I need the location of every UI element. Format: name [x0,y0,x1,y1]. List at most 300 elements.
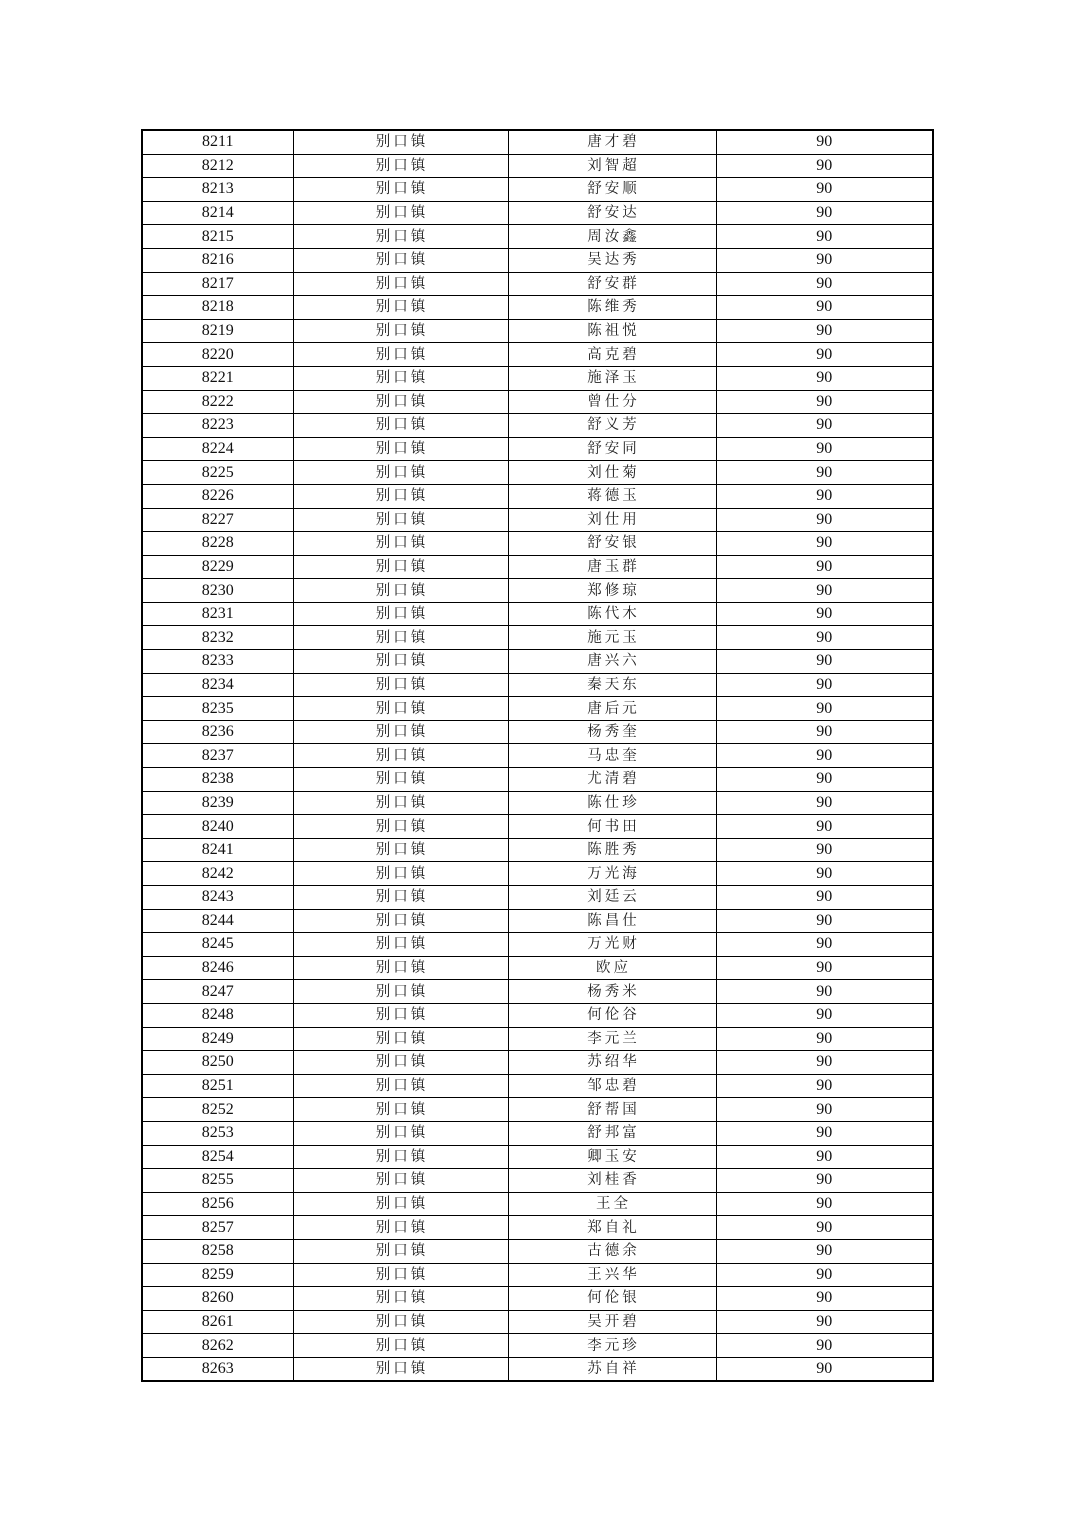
town-cell-text: 别口镇 [375,960,429,977]
value-cell-text: 90 [816,581,833,599]
row-number-cell-text: 8245 [201,935,234,953]
table-row [142,1263,933,1287]
table-row [142,886,933,910]
table-row [142,1051,933,1075]
person-name-cell-text: 陈维秀 [587,299,640,316]
person-name-cell-text: 施元玉 [587,629,640,646]
town-cell-text: 别口镇 [375,606,429,623]
person-name-cell-text: 吴达秀 [587,252,640,269]
value-cell-text: 90 [816,1195,833,1213]
value-cell [716,673,933,697]
row-number-cell [142,1051,293,1075]
value-cell-text: 90 [816,1289,833,1307]
value-cell-text: 90 [816,1265,833,1283]
table-row [142,838,933,862]
town-cell [293,579,508,603]
row-number-cell [142,154,293,178]
row-number-cell [142,1334,293,1358]
value-cell [716,720,933,744]
table-row [142,1357,933,1381]
row-number-cell-text: 8246 [201,959,234,977]
person-name-cell [508,768,716,792]
person-name-cell [508,791,716,815]
person-name-cell-text: 古德余 [587,1243,640,1260]
value-cell-text: 90 [816,1006,833,1024]
row-number-cell-text: 8239 [201,793,234,811]
person-name-cell-text: 李元兰 [587,1030,640,1047]
town-cell [293,437,508,461]
value-cell [716,272,933,296]
value-cell [716,980,933,1004]
person-name-cell [508,437,716,461]
row-number-cell-text: 8259 [201,1265,234,1283]
person-name-cell [508,956,716,980]
person-name-cell-text: 陈祖悦 [587,323,640,340]
person-name-cell [508,201,716,225]
person-name-cell-text: 舒安顺 [587,181,640,198]
value-cell-text: 90 [816,1077,833,1095]
town-cell-text: 别口镇 [375,157,429,174]
table-row [142,366,933,390]
town-cell [293,1074,508,1098]
person-name-cell-text: 万光财 [587,936,640,953]
row-number-cell [142,1027,293,1051]
row-number-cell-text: 8241 [201,841,234,859]
town-cell-text: 别口镇 [375,275,429,292]
row-number-cell [142,862,293,886]
value-cell [716,1263,933,1287]
row-number-cell [142,319,293,343]
person-name-cell-text: 施泽玉 [587,370,640,387]
value-cell [716,1051,933,1075]
row-number-cell-text: 8242 [201,864,234,882]
value-cell-text: 90 [816,982,833,1000]
person-name-cell-text: 唐才碧 [587,134,640,151]
row-number-cell [142,1192,293,1216]
town-cell-text: 别口镇 [375,417,429,434]
town-cell-text: 别口镇 [375,818,429,835]
value-cell-text: 90 [816,510,833,528]
value-cell [716,838,933,862]
value-cell-text: 90 [816,959,833,977]
value-cell [716,744,933,768]
row-number-cell-text: 8253 [201,1124,234,1142]
table-row [142,390,933,414]
town-cell-text: 别口镇 [375,1290,429,1307]
row-number-cell-text: 8216 [201,251,234,269]
person-name-cell [508,650,716,674]
value-cell-text: 90 [816,463,833,481]
row-number-cell [142,366,293,390]
town-cell [293,366,508,390]
value-cell [716,1169,933,1193]
value-cell [716,1074,933,1098]
town-cell [293,1239,508,1263]
town-cell-text: 别口镇 [375,299,429,316]
person-name-cell [508,720,716,744]
value-cell-text: 90 [816,817,833,835]
person-name-cell-text: 郑自礼 [587,1219,640,1236]
town-cell-text: 别口镇 [375,205,429,222]
table-row [142,1310,933,1334]
town-cell-text: 别口镇 [375,676,429,693]
town-cell-text: 别口镇 [375,582,429,599]
row-number-cell [142,602,293,626]
row-number-cell [142,461,293,485]
table-row [142,650,933,674]
town-cell [293,1263,508,1287]
row-number-cell [142,1074,293,1098]
row-number-cell-text: 8215 [201,227,234,245]
town-cell-text: 别口镇 [375,889,429,906]
table-row [142,791,933,815]
person-name-cell-text: 欧应 [596,960,631,977]
value-cell-text: 90 [816,699,833,717]
town-cell [293,933,508,957]
person-name-cell-text: 李元珍 [587,1337,640,1354]
person-name-cell [508,815,716,839]
value-cell [716,461,933,485]
value-cell [716,1121,933,1145]
value-cell-text: 90 [816,1100,833,1118]
town-cell-text: 别口镇 [375,558,429,575]
row-number-cell [142,886,293,910]
value-cell-text: 90 [816,770,833,788]
value-cell [716,437,933,461]
table-row [142,532,933,556]
town-cell [293,343,508,367]
value-cell-text: 90 [816,557,833,575]
person-name-cell-text: 舒安达 [587,205,640,222]
value-cell [716,1216,933,1240]
roster-table-body [142,130,933,1381]
value-cell-text: 90 [816,1029,833,1047]
person-name-cell [508,1145,716,1169]
row-number-cell [142,1263,293,1287]
row-number-cell-text: 8219 [201,322,234,340]
town-cell-text: 别口镇 [375,1243,429,1260]
town-cell-text: 别口镇 [375,535,429,552]
table-row [142,579,933,603]
value-cell [716,602,933,626]
person-name-cell-text: 马忠奎 [587,747,640,764]
town-cell-text: 别口镇 [375,629,429,646]
town-cell [293,768,508,792]
table-row [142,1334,933,1358]
row-number-cell [142,225,293,249]
table-row [142,1216,933,1240]
person-name-cell [508,697,716,721]
value-cell [716,296,933,320]
town-cell-text: 别口镇 [375,842,429,859]
town-cell [293,1334,508,1358]
row-number-cell [142,768,293,792]
roster-table [141,129,934,1382]
person-name-cell-text: 王兴华 [587,1266,640,1283]
row-number-cell [142,980,293,1004]
row-number-cell-text: 8220 [201,345,234,363]
town-cell [293,1310,508,1334]
table-row [142,1145,933,1169]
value-cell-text: 90 [816,322,833,340]
row-number-cell-text: 8225 [201,463,234,481]
town-cell [293,1003,508,1027]
town-cell-text: 别口镇 [375,794,429,811]
person-name-cell-text: 何书田 [587,818,640,835]
person-name-cell [508,1098,716,1122]
value-cell-text: 90 [816,416,833,434]
row-number-cell-text: 8258 [201,1242,234,1260]
value-cell-text: 90 [816,628,833,646]
person-name-cell-text: 秦天东 [587,676,640,693]
person-name-cell [508,555,716,579]
value-cell-text: 90 [816,935,833,953]
value-cell-text: 90 [816,605,833,623]
row-number-cell [142,744,293,768]
town-cell-text: 别口镇 [375,441,429,458]
table-row [142,744,933,768]
person-name-cell [508,1239,716,1263]
value-cell [716,956,933,980]
person-name-cell [508,1027,716,1051]
table-row [142,1098,933,1122]
table-row [142,1192,933,1216]
row-number-cell [142,1003,293,1027]
value-cell [716,414,933,438]
town-cell [293,296,508,320]
person-name-cell-text: 刘智超 [587,157,640,174]
table-row [142,980,933,1004]
row-number-cell-text: 8244 [201,911,234,929]
row-number-cell [142,956,293,980]
table-row [142,484,933,508]
value-cell-text: 90 [816,675,833,693]
table-row [142,437,933,461]
town-cell [293,555,508,579]
value-cell [716,343,933,367]
row-number-cell-text: 8214 [201,204,234,222]
row-number-cell [142,414,293,438]
value-cell [716,1145,933,1169]
value-cell-text: 90 [816,487,833,505]
value-cell [716,484,933,508]
person-name-cell [508,248,716,272]
town-cell [293,1357,508,1381]
town-cell-text: 别口镇 [375,653,429,670]
value-cell [716,626,933,650]
person-name-cell-text: 陈昌仕 [587,912,640,929]
row-number-cell-text: 8223 [201,416,234,434]
row-number-cell [142,720,293,744]
row-number-cell-text: 8224 [201,440,234,458]
row-number-cell [142,484,293,508]
table-row [142,130,933,154]
row-number-cell [142,1169,293,1193]
town-cell-text: 别口镇 [375,1007,429,1024]
value-cell-text: 90 [816,841,833,859]
table-row [142,555,933,579]
value-cell [716,791,933,815]
row-number-cell-text: 8222 [201,392,234,410]
row-number-cell-text: 8249 [201,1029,234,1047]
value-cell [716,1027,933,1051]
town-cell-text: 别口镇 [375,181,429,198]
table-row [142,768,933,792]
row-number-cell-text: 8237 [201,746,234,764]
row-number-cell [142,791,293,815]
town-cell [293,484,508,508]
value-cell-text: 90 [816,1360,833,1378]
table-row [142,909,933,933]
person-name-cell [508,1169,716,1193]
person-name-cell [508,532,716,556]
row-number-cell [142,130,293,154]
town-cell-text: 别口镇 [375,1125,429,1142]
row-number-cell-text: 8230 [201,581,234,599]
value-cell-text: 90 [816,204,833,222]
person-name-cell [508,484,716,508]
person-name-cell [508,862,716,886]
value-cell [716,933,933,957]
table-row [142,272,933,296]
row-number-cell [142,555,293,579]
row-number-cell [142,815,293,839]
value-cell [716,768,933,792]
town-cell [293,508,508,532]
town-cell [293,815,508,839]
row-number-cell-text: 8211 [202,133,234,151]
row-number-cell-text: 8231 [201,605,234,623]
town-cell [293,1192,508,1216]
value-cell-text: 90 [816,1336,833,1354]
person-name-cell-text: 尤清碧 [587,771,640,788]
person-name-cell-text: 郑修琼 [587,582,640,599]
table-row [142,154,933,178]
value-cell [716,815,933,839]
person-name-cell-text: 刘仕用 [587,511,640,528]
person-name-cell [508,1051,716,1075]
row-number-cell-text: 8221 [201,369,234,387]
row-number-cell-text: 8227 [201,510,234,528]
person-name-cell-text: 何伦银 [587,1290,640,1307]
value-cell-text: 90 [816,534,833,552]
row-number-cell-text: 8228 [201,534,234,552]
value-cell [716,886,933,910]
person-name-cell [508,602,716,626]
value-cell-text: 90 [816,274,833,292]
row-number-cell-text: 8251 [201,1077,234,1095]
value-cell-text: 90 [816,1218,833,1236]
value-cell-text: 90 [816,793,833,811]
table-row [142,1169,933,1193]
row-number-cell [142,437,293,461]
table-row [142,201,933,225]
table-row [142,1239,933,1263]
row-number-cell [142,1145,293,1169]
table-row [142,508,933,532]
row-number-cell-text: 8248 [201,1006,234,1024]
table-row [142,1003,933,1027]
value-cell-text: 90 [816,227,833,245]
row-number-cell-text: 8243 [201,888,234,906]
row-number-cell [142,296,293,320]
row-number-cell-text: 8261 [201,1312,234,1330]
value-cell [716,1192,933,1216]
town-cell-text: 别口镇 [375,724,429,741]
row-number-cell-text: 8260 [201,1289,234,1307]
table-row [142,461,933,485]
person-name-cell [508,909,716,933]
row-number-cell-text: 8254 [201,1147,234,1165]
person-name-cell [508,366,716,390]
person-name-cell [508,272,716,296]
town-cell-text: 别口镇 [375,370,429,387]
value-cell-text: 90 [816,369,833,387]
row-number-cell-text: 8213 [201,180,234,198]
row-number-cell [142,1357,293,1381]
person-name-cell [508,579,716,603]
row-number-cell-text: 8238 [201,770,234,788]
row-number-cell-text: 8235 [201,699,234,717]
person-name-cell-text: 唐兴六 [587,653,640,670]
town-cell-text: 别口镇 [375,771,429,788]
person-name-cell-text: 吴开碧 [587,1313,640,1330]
town-cell-text: 别口镇 [375,1030,429,1047]
person-name-cell [508,744,716,768]
person-name-cell-text: 刘仕菊 [587,464,640,481]
row-number-cell [142,933,293,957]
town-cell-text: 别口镇 [375,912,429,929]
value-cell [716,178,933,202]
town-cell-text: 别口镇 [375,936,429,953]
person-name-cell-text: 周汝鑫 [587,228,640,245]
row-number-cell [142,697,293,721]
value-cell [716,697,933,721]
value-cell-text: 90 [816,1171,833,1189]
person-name-cell [508,1216,716,1240]
town-cell-text: 别口镇 [375,865,429,882]
person-name-cell [508,1287,716,1311]
value-cell [716,201,933,225]
row-number-cell-text: 8234 [201,675,234,693]
value-cell [716,579,933,603]
row-number-cell-text: 8263 [201,1360,234,1378]
person-name-cell-text: 舒安群 [587,275,640,292]
value-cell-text: 90 [816,345,833,363]
person-name-cell-text: 舒帮国 [587,1101,640,1118]
town-cell [293,650,508,674]
value-cell-text: 90 [816,1124,833,1142]
value-cell [716,862,933,886]
town-cell-text: 别口镇 [375,700,429,717]
value-cell-text: 90 [816,911,833,929]
person-name-cell [508,1334,716,1358]
person-name-cell-text: 蒋德玉 [587,488,640,505]
value-cell-text: 90 [816,746,833,764]
town-cell [293,720,508,744]
value-cell [716,1334,933,1358]
table-row [142,626,933,650]
town-cell-text: 别口镇 [375,1266,429,1283]
town-cell-text: 别口镇 [375,252,429,269]
row-number-cell-text: 8218 [201,298,234,316]
town-cell [293,1121,508,1145]
value-cell-text: 90 [816,298,833,316]
row-number-cell [142,532,293,556]
row-number-cell [142,838,293,862]
row-number-cell [142,1239,293,1263]
town-cell [293,1027,508,1051]
